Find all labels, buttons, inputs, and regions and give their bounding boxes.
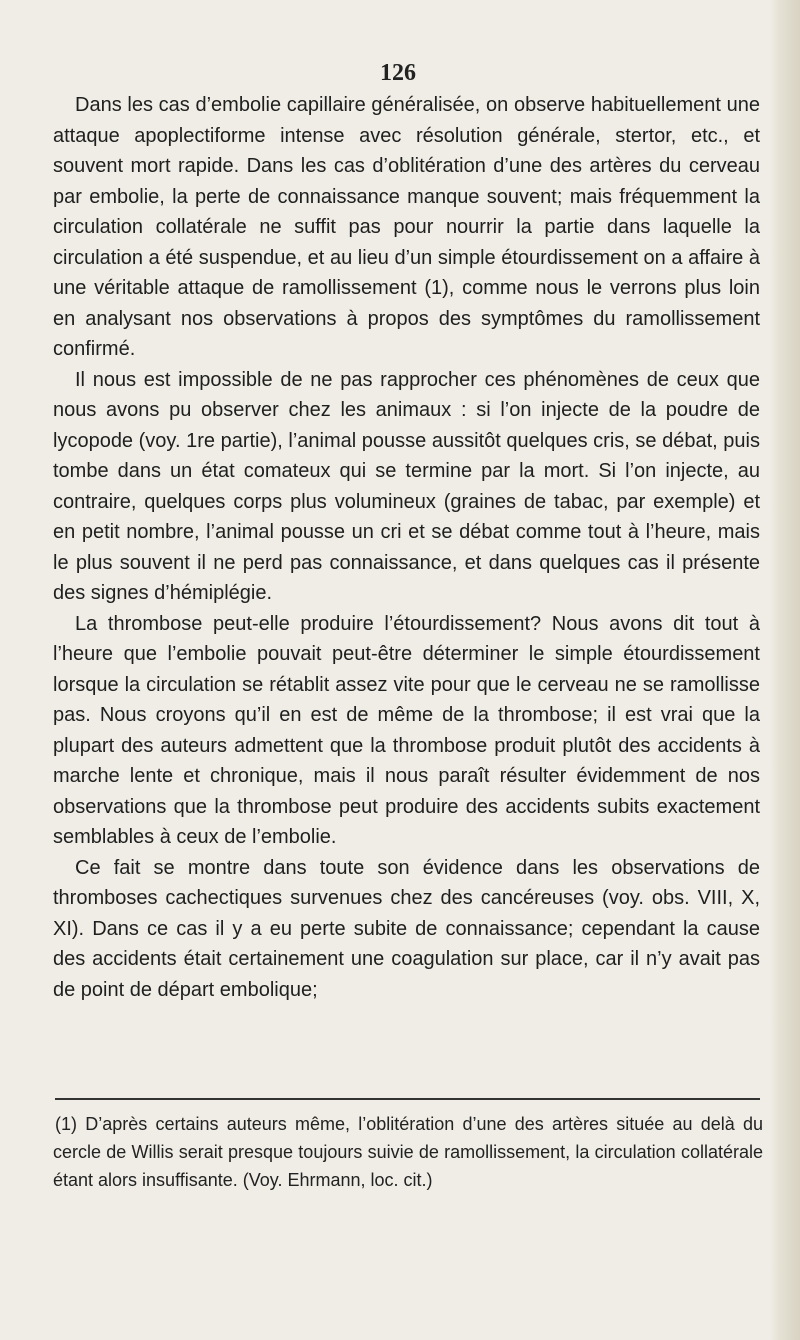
footnote-divider [55, 1098, 760, 1100]
body-text [53, 90, 760, 1005]
footnote: (1) D’après certains auteurs même, l’oblitération d’une des artères située au delà du cercle de Willis serait presque toujours suivie de ramollissement, la circulation collatérale étant alors insuffisante. (Voy. Ehrmann, loc. cit.) [53, 1114, 763, 1190]
paragraph-3: La thrombose peut-elle produire l’étourdissement? Nous avons dit tout à l’heure que l’embolie pouvait peut-être déterminer le simple étourdissement lorsque la circulation se rétablit assez vite pour que le cerveau ne se ramollisse pas. Nous croyons qu’il en est de même de la thrombose; il est vrai que la plupart des auteurs admettent que la thrombose produit plutôt des accidents à marche lente et chronique, mais il nous paraît résulter évidemment de nos observations que la thrombose peut produire des accidents subits exactement semblables à ceux de l’embolie. [53, 612, 760, 848]
page-edge-shadow [770, 0, 800, 1340]
paragraph-1: Dans les cas d’embolie capillaire généralisée, on observe habituellement une attaque apoplectiforme intense avec résolution générale, stertor, etc., et souvent mort rapide. Dans les cas d’oblitération d’une des artères du cerveau par embolie, la perte de connaissance manque souvent; mais fréquemment la circulation collatérale ne suffit pas pour nourrir la partie dans laquelle la circulation a été suspendue, et au lieu d’un simple étourdissement on a affaire à une véritable attaque de ramollissement (1), comme nous le verrons plus loin en analysant nos observations à propos des symptômes du ramollissement confirmé. [53, 94, 760, 360]
paragraph-4: Ce fait se montre dans toute son évidence dans les observations de thromboses cachectiques survenues chez des cancéreuses (voy. obs. VIII, X, XI). Dans ce cas il y a eu perte subite de connaissance; cependant la cause des accidents était certainement une coagulation sur place, car il n’y avait pas de point de départ embolique; [53, 856, 760, 1001]
page-number: 126 [380, 60, 416, 86]
paragraph-2: Il nous est impossible de ne pas rapprocher ces phénomènes de ceux que nous avons pu observer chez les animaux : si l’on injecte de la poudre de lycopode (voy. 1re partie), l’animal pousse aussitôt quelques cris, se débat, puis tombe dans un état comateux qui se termine par la mort. Si l’on injecte, au contraire, quelques corps plus volumineux (graines de tabac, par exemple) et en petit nombre, l’animal pousse un cri et se débat comme tout à l’heure, mais le plus souvent il ne perd pas connaissance, et dans quelques cas il présente des signes d’hémiplégie. [53, 368, 760, 604]
